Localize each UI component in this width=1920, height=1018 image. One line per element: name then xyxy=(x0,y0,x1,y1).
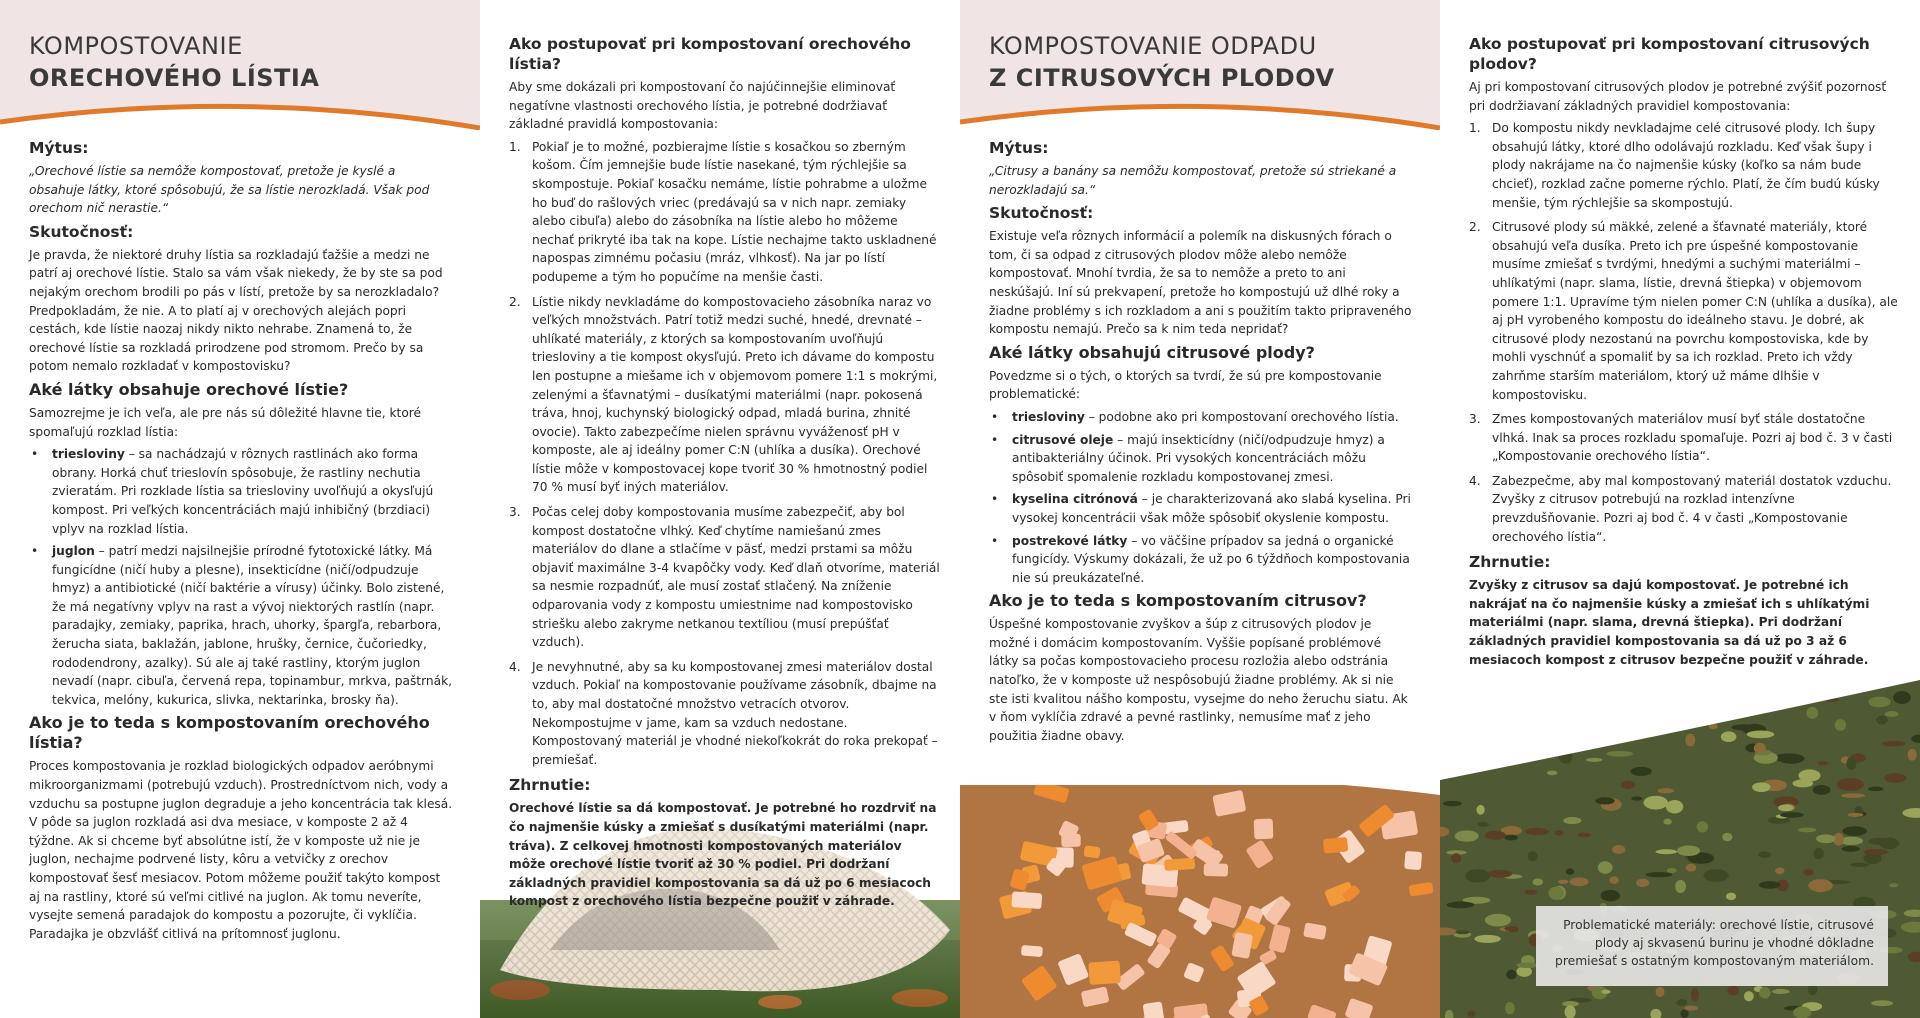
step-number: 3. xyxy=(509,505,521,520)
list-item xyxy=(509,658,941,770)
list-item-text: – patrí medzi najsilnejšie prírodné fytotoxické látky. Má fungicídne (ničí huby a plesne), insekticídne (ničí/odpudzuje hmyz) a antibiotické (ničí baktérie a vírusy) účinky. Bolo zistené, že má negatívny vplyv na rast a vývoj niektorých rastlín (napr. paradajky, zemiaky, paprika, hrach, uhorky, špargľa, rebarbora, žerucha siata, baklažán, jablone, hrušky, černice, čučoriedky, rododendrony, azalky). Sú ale aj také rastliny, ktorým juglon nevadí (napr. cibuľa, červená repa, topinambur, mrkva, paštrnák, tekvica, melóny, kukurica, slivka, nektarinka, brosky ňa). xyxy=(52,544,453,707)
step-number: 1. xyxy=(509,139,521,154)
list-item xyxy=(989,532,1414,588)
steps-heading: Ako postupovať pri kompostovaní orechového lístia? xyxy=(509,35,911,73)
substances-heading: Aké látky obsahuje orechové lístie? xyxy=(29,379,349,399)
photo-caption: Problematické materiály: orechové lístie, citrusové plody aj skvasenú burinu je vhodné dôkladne premiešať s ostatným kompostovaným materiálom. xyxy=(1536,906,1888,986)
list-item xyxy=(29,445,454,538)
title-line-1: KOMPOSTOVANIE xyxy=(29,32,243,60)
myth-heading: Mýtus: xyxy=(989,139,1049,157)
list-item xyxy=(989,408,1414,427)
steps-list xyxy=(1469,119,1901,546)
citrus-peels-image xyxy=(960,785,1440,1018)
walnut-intro-text xyxy=(29,134,454,947)
step-text: Citrusové plody sú mäkké, zelené a šťavnaté materiály, ktoré obsahujú veľa dusíka. Preto ich pre úspešné kompostovanie musíme zmiešať s tvrdými, hnedými a suchými materiálmi – uhlíkatými (napr. slama, lístie, drevná štiepka) v objemovom pomere 1:1. Upravíme tým nielen pomer C:N (uhlíka a dusíka), ale aj pH vyrobeného kompostu do ideálneho stavu. Je dobré, ak citrusové plody nezostanú na povrchu kompostoviska, kde by mohli vyschnúť a spomaliť by sa ich rozklad. Preto ich vždy zahrňme starším materiálom, ktorý už máme dlhšie v kompostovisku. xyxy=(1492,220,1898,402)
panel-walnut-intro xyxy=(0,0,480,1018)
panel-citrus-intro xyxy=(960,0,1440,1018)
step-number: 2. xyxy=(509,294,521,309)
how-heading: Ako je to teda s kompostovaním citrusov? xyxy=(989,591,1367,611)
myth-text: „Citrusy a banány sa nemôžu kompostovať, pretože sú striekané a nerozkladajú sa.“ xyxy=(989,164,1397,197)
list-item-text: – podobne ako pri kompostovaní orechového lístia. xyxy=(1084,409,1399,424)
page-title xyxy=(29,30,319,94)
summary-heading: Zhrnutie: xyxy=(509,776,591,795)
step-number: 3. xyxy=(1469,412,1481,427)
list-item xyxy=(509,138,941,287)
substances-heading: Aké látky obsahujú citrusové plody? xyxy=(989,342,1315,362)
step-number: 4. xyxy=(509,659,521,674)
citrus-intro-text xyxy=(989,134,1414,749)
title-banner xyxy=(0,0,480,130)
title-line-2: ORECHOVÉHO LÍSTIA xyxy=(29,64,320,92)
title-line-2: Z CITRUSOVÝCH PLODOV xyxy=(989,64,1335,92)
step-text: Pokiaľ je to možné, pozbierajme lístie s kosačkou so zberným košom. Čím jemnejšie bude lístie nasekané, tým rýchlejšie sa skompostuje. Pokiaľ kosačku nemáme, lístie pohrabme a uložme ho buď do rašlových vriec (predávajú sa v nich napr. zemiaky alebo cibuľa) alebo do zásobníka na lístie alebo ho môžeme nechať prikryté iba tak na kope. Lístie nechajme takto uskladnené napospas zimnému počasiu (mráz, vlhkosť). Na jar po lístí podupeme a tým ho popučíme na menšie časti. xyxy=(532,139,937,284)
walnut-steps-text xyxy=(509,30,941,915)
myth-text: „Orechové lístie sa nemôže kompostovať, pretože je kyslé a obsahuje látky, ktoré spôsobujú, že sa lístie nerozkladá. Však pod orechom nič nerastie.“ xyxy=(29,164,430,216)
fact-text: Je pravda, že niektoré druhy lístia sa rozkladajú ťažšie a medzi ne patrí aj orechové lístie. Stalo sa vám však niekedy, že by ste sa pod nejakým orechom brodili po pás v lístí, pretože by sa nerozkladalo? Predpokladám, že nie. A to platí aj v orechových alejách popri cestách, kde lístie naozaj nikdy nikto nehrabe. Znamená to, že orechové lístie sa rozkladá prirodzene pod stromom. Prečo by sa potom nemalo rozkladať v kompostovisku? xyxy=(29,247,443,374)
myth-heading: Mýtus: xyxy=(29,139,89,157)
list-item-text: – majú insekticídny (ničí/odpudzuje hmyz) a antibakteriálny účinok. Pri vysokých koncentráciách môžu spôsobiť spomalenie rozkladu kompostovanej zmesi. xyxy=(1012,432,1385,484)
page-title xyxy=(989,30,1335,94)
substances-list xyxy=(29,445,454,709)
step-text: Zmes kompostovaných materiálov musí byť stále dostatočne vlhká. Inak sa proces rozkladu spomaľuje. Pozri aj bod č. 3 v časti „Kompostovanie orechového lístia“. xyxy=(1492,412,1893,464)
citrus-steps-text xyxy=(1469,30,1901,673)
photo-citrus-peels xyxy=(960,785,1440,1018)
fact-heading: Skutočnosť: xyxy=(989,204,1094,223)
list-item xyxy=(509,293,941,498)
fact-text: Existuje veľa rôznych informácií a polemík na diskusných fórach o tom, či sa odpad z citrusových plodov môže alebo nemôže kompostovať. Mnohí tvrdia, že sa to nemôže a preto to ani neskúšajú. Iní sú prekvapení, pretože ho kompostujú už dlhé roky a žiadne problémy s ich rozkladom a ani s použitím takto pripraveného kompostu nemajú. Prečo sa k nim teda nepridať? xyxy=(989,229,1412,337)
substances-intro: Povedzme si o tých, o ktorých sa tvrdí, že sú pre kompostovanie problematické: xyxy=(989,368,1382,402)
list-item xyxy=(29,542,454,709)
list-item xyxy=(989,431,1414,487)
step-text: Počas celej doby kompostovania musíme zabezpečiť, aby bol kompost dostatočne vlhký. Keď chytíme namiešanú zmes materiálov do dlane a stlačíme v päsť, medzi prstami sa môžu objaviť maximálne 3-4 kvapôčky vody. Keď dlaň otvoríme, materiál sa nesmie rozpadnúť, ale musí zostať stlačený. Na zníženie odparovania vody z kompostu umiestnime nad kompostovisko striešku alebo zakryme netkanou textíliou (musí prepúšťať vzduch). xyxy=(532,505,940,650)
list-item-term: postrekové látky xyxy=(1012,533,1128,548)
list-item-term: triesloviny xyxy=(1012,409,1085,424)
substances-intro: Samozrejme je ich veľa, ale pre nás sú dôležité hlavne tie, ktoré spomaľujú rozklad lístia: xyxy=(29,405,422,439)
list-item xyxy=(1469,119,1901,212)
steps-heading: Ako postupovať pri kompostovaní citrusových plodov? xyxy=(1469,35,1870,73)
list-item-term: citrusové oleje xyxy=(1012,432,1114,447)
step-text: Lístie nikdy nevkladáme do kompostovacieho zásobníka naraz vo veľkých množstvách. Patrí totiž medzi suché, hnedé, drevnaté – uhlíkaté materiály, z ktorých sa kompostovaním uvoľňujú triesloviny a tie kompost okysľujú. Preto ich dávame do kompostu len postupne a miešame ich v objemovom pomere 1:1 s mokrými, zelenými a šťavnatými – dusíkatými materiálmi (napr. pokosená tráva, hnoj, kuchynský biologický odpad, mladá burina, zhnité ovocie). Takto zabezpečíme nielen správnu vyváženosť pH v komposte, ale aj ideálny pomer C:N (uhlíka a dusíka). Orechové lístie môže v kompostovacej kope tvoriť 30 % hmotnostný podiel 70 % musí byť iných materiálov. xyxy=(532,294,938,495)
step-text: Do kompostu nikdy nevkladajme celé citrusové plody. Ich šupy obsahujú látky, ktoré dlho odolávajú rozkladu. Keď však šupy i plody nakrájame na čo najmenšie kúsky (koľko sa nám bude chcieť), rozklad začne pomerne rýchlo. Platí, že čím budú kúsky menšie, tým rýchlejšie sa skompostujú. xyxy=(1492,121,1880,210)
list-item-term: triesloviny xyxy=(52,447,125,462)
list-item-text: – vo väčšine prípadov sa jedná o organické fungicídy. Výskumy dokázali, že už po 6 týždňoch kompostovania nie sú preukázateľné. xyxy=(1012,533,1410,585)
fact-heading: Skutočnosť: xyxy=(29,222,134,241)
how-text: Úspešné kompostovanie zvyškov a šúp z citrusových plodov je možné i domácim kompostovaním. Vyššie popísané problémové látky sa počas kompostovacieho procesu rozložia alebo odstránia natoľko, že v komposte už nespôsobujú žiadne problémy. Ak si nie ste isti kvalitou nášho kompostu, vysejme do neho žeruchu siatu. Ak v ňom vyklíčia zdravé a pevné rastlinky, nemusíme mať z jeho použitia žiadne obavy. xyxy=(989,617,1408,743)
step-number: 4. xyxy=(1469,473,1481,488)
list-item xyxy=(509,503,941,652)
steps-list xyxy=(509,138,941,770)
summary-text: Zvyšky z citrusov sa dajú kompostovať. Je potrebné ich nakrájať na čo najmenšie kúsky a zmiešať ich s uhlíkatými materiálmi (napr. slama, drevná štiepka). Pri dodržaní základných pravidiel kompostovania sa dá už po 3 až 6 mesiacoch kompost z citrusov bezpečne použiť v záhrade. xyxy=(1469,578,1870,667)
panel-citrus-steps xyxy=(1440,0,1920,1018)
list-item-text: – je charakterizovaná ako slabá kyselina. Pri vysokej koncentrácii však môže spôsobiť okyslenie kompostu. xyxy=(1012,492,1411,525)
list-item xyxy=(989,490,1414,527)
list-item-term: kyselina citrónová xyxy=(1012,492,1138,507)
list-item-term: juglon xyxy=(52,544,95,559)
how-text: Proces kompostovania je rozklad biologických odpadov aeróbnymi mikroorganizmami (potrebujú vzduch). Prostredníctvom nich, vody a vzduchu sa postupne juglon degraduje a jeho koncentrácia tak klesá. V pôde sa juglon rozkladá asi dva mesiace, v komposte 2 až 4 týždne. Ak si chceme byť absolútne istí, že v komposte už nie je juglon, nechajme podrvené listy, kôru a vetvičky z orechov kompostovať šesť mesiacov. Potom môžeme použiť takýto kompost aj na rastliny, ktoré sú veľmi citlivé na juglon. Ak tomu neveríte, vysejte semená paradajok do kompostu a pozorujte, či vyklíčia. Paradajka je obzvlášť citlivá na prítomnosť juglonu. xyxy=(29,759,453,941)
list-item xyxy=(1469,472,1901,546)
step-number: 2. xyxy=(1469,220,1481,235)
substances-list xyxy=(989,408,1414,587)
step-text: Zabezpečme, aby mal kompostovaný materiál dostatok vzduchu. Zvyšky z citrusov potrebujú na rozklad intenzívne prevzdušňovanie. Pozri aj bod č. 4 v časti „Kompostovanie orechového lístia“. xyxy=(1492,473,1892,544)
steps-intro: Aj pri kompostovaní citrusových plodov je potrebné zvýšiť pozornosť pri dodržiavaní základných pravidiel kompostovania: xyxy=(1469,80,1887,113)
title-banner xyxy=(960,0,1440,130)
step-number: 1. xyxy=(1469,121,1481,136)
list-item xyxy=(1469,410,1901,466)
summary-text: Orechové lístie sa dá kompostovať. Je potrebné ho rozdrviť na čo najmenšie kúsky a zmiešať s dusíkatými materiálmi (napr. tráva). Z celkovej hmotnosti kompostovaných materiálov môže orechové lístie tvoriť až 30 % podiel. Pri dodržaní základných pravidiel kompostovania sa dá už po 6 mesiacoch kompost z orechového lístia bezpečne použiť v záhrade. xyxy=(509,801,937,909)
how-heading: Ako je to teda s kompostovaním orechového lístia? xyxy=(29,713,430,753)
step-text: Je nevyhnutné, aby sa ku kompostovanej zmesi materiálov dostal vzduch. Pokiaľ na kompostovanie používame zásobník, dbajme na to, aby mal dostatočné množstvo vetracích otvorov. Nekompostujme v jame, kam sa vzduch nedostane. Kompostovaný materiál je vhodné niekoľkokrát do roka prekopať – premiešať. xyxy=(532,659,938,767)
list-item xyxy=(1469,218,1901,404)
title-line-1: KOMPOSTOVANIE ODPADU xyxy=(989,32,1317,60)
panel-walnut-steps xyxy=(480,0,960,1018)
summary-heading: Zhrnutie: xyxy=(1469,553,1551,572)
list-item-text: – sa nachádzajú v rôznych rastlinách ako forma obrany. Horká chuť trieslovín spôsobuje, že rastliny nechutia zvieratám. Pri rozklade lístia sa triesloviny uvoľňujú a okysľujú kompost. Pri veľkých koncentráciách majú inhibičný (brzdiaci) vplyv na rozklad lístia. xyxy=(52,447,434,536)
steps-intro: Aby sme dokázali pri kompostovaní čo najúčinnejšie eliminovať negatívne vlastnosti orechového lístia, je potrebné dodržiavať základné pravidlá kompostovania: xyxy=(509,80,896,132)
